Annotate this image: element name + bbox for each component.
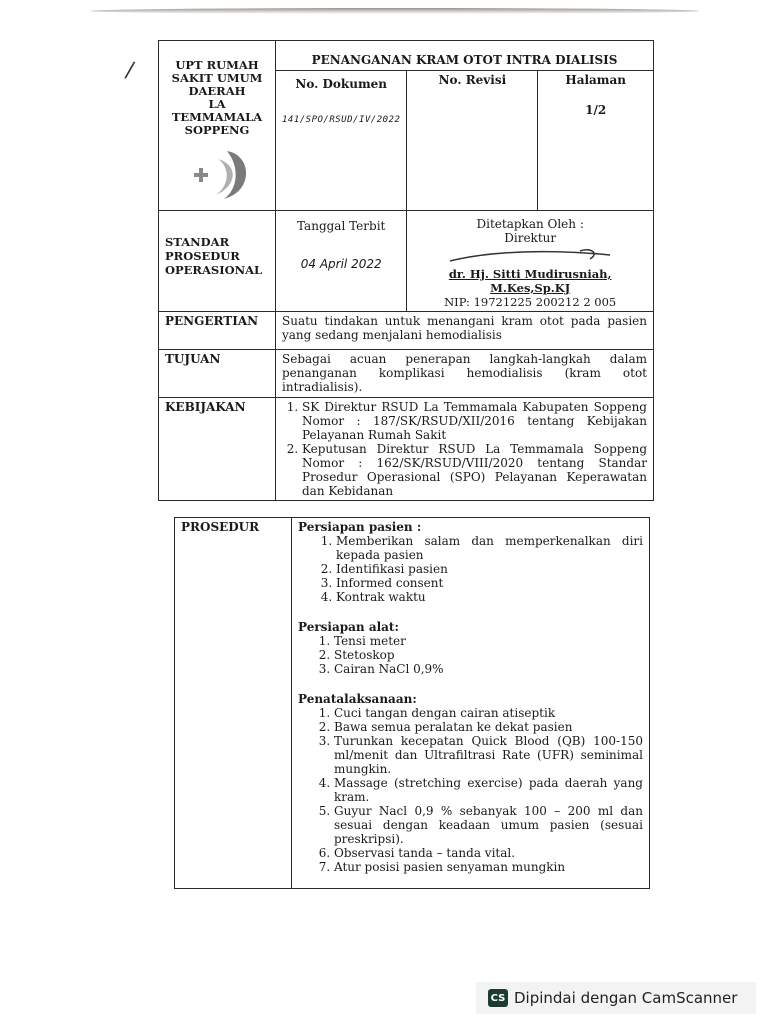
hospital-logo xyxy=(172,145,262,205)
penatalaksanaan-item: 2. Bawa semua peralatan ke dekat pasien xyxy=(334,720,643,734)
persiapan-pasien-item: 4. Kontrak waktu xyxy=(336,590,643,604)
prosedur-label: PROSEDUR xyxy=(175,518,292,889)
revision-label: No. Revisi xyxy=(438,73,507,87)
institution-line: LA TEMMAMALA xyxy=(171,97,263,124)
issue-date-value: 04 April 2022 xyxy=(300,257,382,271)
spo-label-line: STANDAR xyxy=(165,235,230,249)
spo-label-cell xyxy=(159,211,276,312)
tujuan-label: TUJUAN xyxy=(159,350,276,398)
prosedur-table xyxy=(174,517,650,889)
document-title: PENANGANAN KRAM OTOT INTRA DIALISIS xyxy=(276,41,654,71)
approved-role: Direktur xyxy=(504,231,557,245)
doc-no-cell xyxy=(276,71,407,211)
director-signature xyxy=(430,245,630,267)
persiapan-pasien-item: 3. Informed consent xyxy=(336,576,643,590)
camscanner-watermark xyxy=(476,982,756,1014)
page-shadow xyxy=(90,8,700,14)
director-nip: NIP: 19721225 200212 2 005 xyxy=(444,295,617,309)
sop-header-table xyxy=(158,40,654,501)
persiapan-alat-item: 1. Tensi meter xyxy=(334,634,643,648)
pen-mark: / xyxy=(123,57,136,84)
institution-cell xyxy=(159,41,276,211)
pengertian-text: Suatu tindakan untuk menangani kram otot pada pasien yang sedang menjalani hemodialisis xyxy=(276,312,654,350)
spo-label-line: OPERASIONAL xyxy=(165,263,263,277)
issue-date-cell xyxy=(276,211,407,312)
institution-line: DAERAH xyxy=(188,84,246,98)
spo-label-line: PROSEDUR xyxy=(165,249,240,263)
penatalaksanaan-item: 5. Guyur Nacl 0,9 % sebanyak 100 – 200 ml dan sesuai dengan keadaan umum pasien (sesuai preskripsi). xyxy=(334,804,643,846)
persiapan-alat-title: Persiapan alat: xyxy=(298,620,399,634)
penatalaksanaan-item: 3. Turunkan kecepatan Quick Blood (QB) 100-150 ml/menit dan Ultrafiltrasi Rate (UFR) seminimal mungkin. xyxy=(334,734,643,776)
doc-no-label: No. Dokumen xyxy=(295,77,387,91)
tujuan-text: Sebagai acuan penerapan langkah-langkah dalam penanganan komplikasi hemodialisis (kram otot intradialisis). xyxy=(276,350,654,398)
kebijakan-item: 2. Keputusan Direktur RSUD La Temmamala Soppeng Nomor : 162/SK/RSUD/VIII/2020 tentang Standar Prosedur Operasional (SPO) Pelayanan Keperawatan dan Kebidanan xyxy=(302,442,647,498)
issue-date-label: Tanggal Terbit xyxy=(296,219,386,233)
institution-line: UPT RUMAH xyxy=(175,58,259,72)
penatalaksanaan-item: 7. Atur posisi pasien senyaman mungkin xyxy=(334,860,643,874)
kebijakan-item: 1. SK Direktur RSUD La Temmamala Kabupaten Soppeng Nomor : 187/SK/RSUD/XII/2016 tentang Kebijakan Pelayanan Rumah Sakit xyxy=(302,400,647,442)
kebijakan-label: KEBIJAKAN xyxy=(159,398,276,501)
revision-cell xyxy=(407,71,538,211)
penatalaksanaan-item: 4. Massage (stretching exercise) pada daerah yang kram. xyxy=(334,776,643,804)
camscanner-text: Dipindai dengan CamScanner xyxy=(514,989,738,1007)
page-label: Halaman xyxy=(565,73,627,87)
persiapan-pasien-item: 2. Identifikasi pasien xyxy=(336,562,643,576)
director-name: dr. Hj. Sitti Mudirusniah, M.Kes,Sp.KJ xyxy=(448,267,612,295)
persiapan-pasien-item: 1. Memberikan salam dan memperkenalkan diri kepada pasien xyxy=(336,534,643,562)
approved-by-label: Ditetapkan Oleh : xyxy=(476,217,584,231)
doc-no-value: 141/SPO/RSUD/IV/2022 xyxy=(282,115,401,125)
persiapan-alat-item: 2. Stetoskop xyxy=(334,648,643,662)
persiapan-alat-item: 3. Cairan NaCl 0,9% xyxy=(334,662,643,676)
institution-line: SAKIT UMUM xyxy=(171,71,263,85)
penatalaksanaan-item: 6. Observasi tanda – tanda vital. xyxy=(334,846,643,860)
institution-line: SOPPENG xyxy=(184,123,250,137)
page-cell xyxy=(538,71,654,211)
approval-cell xyxy=(407,211,654,312)
pengertian-label: PENGERTIAN xyxy=(159,312,276,350)
persiapan-pasien-title: Persiapan pasien : xyxy=(298,520,422,534)
camscanner-logo-icon: CS xyxy=(488,989,508,1007)
penatalaksanaan-title: Penatalaksanaan: xyxy=(298,692,417,706)
penatalaksanaan-item: 1. Cuci tangan dengan cairan atiseptik xyxy=(334,706,643,720)
kebijakan-cell xyxy=(276,398,654,501)
page-value: 1/2 xyxy=(585,103,607,117)
prosedur-content xyxy=(292,518,650,889)
